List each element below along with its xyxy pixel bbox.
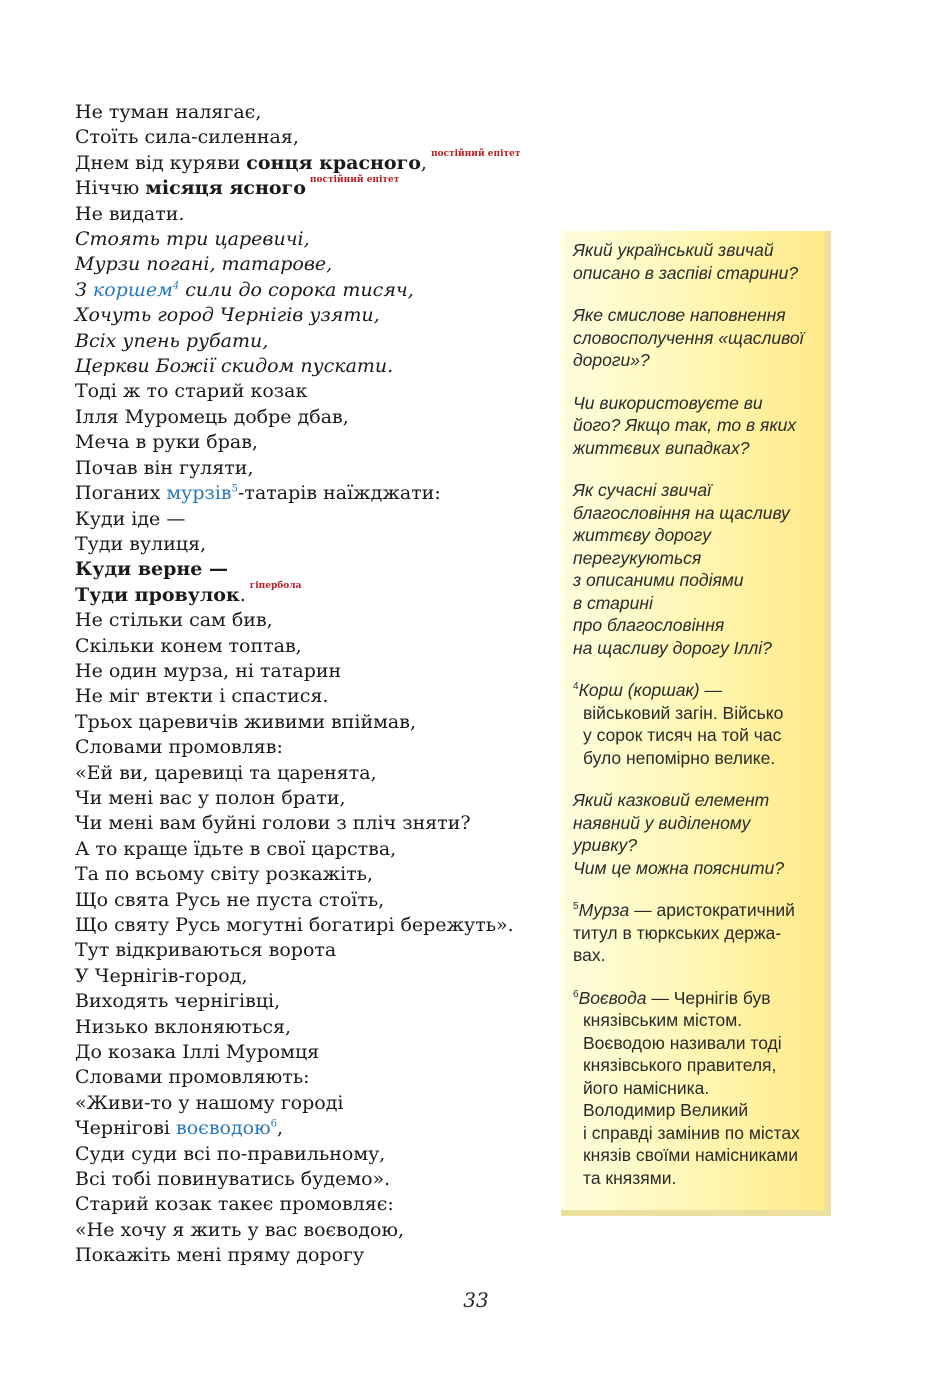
poem-line: Словами промовляв: xyxy=(75,736,283,759)
poem-line: Куди іде — xyxy=(75,507,186,530)
poem-line: Тоді ж то старий козак xyxy=(75,380,308,403)
poem-line: Тут відкриваються ворота xyxy=(75,939,337,962)
poem-line: Виходять чернігівці, xyxy=(75,990,281,1013)
footnote-term: Воєвода xyxy=(578,987,647,1008)
page-number: 33 xyxy=(463,1288,489,1312)
poem-line: Всі тобі повинуватись будемо». xyxy=(75,1168,391,1191)
footnote-number: 4 xyxy=(573,681,579,693)
poem-line xyxy=(75,1116,555,1141)
question: Який казковий елемент наявний у виділеному уривку? Чим це можна пояснити? xyxy=(573,790,785,878)
poem-line: Меча в руки брав, xyxy=(75,431,258,454)
glossary-link-korsh[interactable]: коршем xyxy=(92,278,173,301)
text: Днем від куряви xyxy=(75,151,247,174)
footnote-ref: 4 xyxy=(172,280,180,292)
text: — Чернігів був xyxy=(646,987,771,1008)
poem-line: Скільки конем топтав, xyxy=(75,634,302,657)
poem-line: Почав він гуляти, xyxy=(75,456,254,479)
text: . xyxy=(239,583,246,606)
text: — аристократичний xyxy=(629,900,795,920)
footnote-6 xyxy=(573,987,819,1190)
poem-line: У Чернігів-город, xyxy=(75,964,248,987)
text: Поганих xyxy=(75,482,167,505)
poem-line: Не видати. xyxy=(75,202,185,225)
footnote-term: Корш (коршак) xyxy=(578,680,700,700)
question: Як сучасні звичаї благословіння на щасливу життєву дорогу перегукуються з описаними подіями в старині про благословіння на щасливу дорогу Іллі? xyxy=(573,480,790,658)
footnote-ref: 5 xyxy=(231,483,239,495)
poem-line: Церкви Божії скидом пускати. xyxy=(75,355,394,378)
footnote-body: титул в тюркських держа- вах. xyxy=(573,922,782,965)
question: Чи використовуєте ви його? Якщо так, то в яких життєвих випадках? xyxy=(573,392,797,458)
poem-line: Не міг втекти і спастися. xyxy=(75,685,329,708)
poem-line: Не один мурза, ні татарин xyxy=(75,659,342,682)
poem-line: Стоїть сила-силенная, xyxy=(75,126,299,149)
footnote-5 xyxy=(573,899,819,967)
text: Нiччю xyxy=(75,177,146,200)
poem-line: Що свята Русь не пуста стоїть, xyxy=(75,888,385,911)
poem-line: Трьох царевичів живими впіймав, xyxy=(75,710,416,733)
poem-line: «Живи-то у нашому городі xyxy=(75,1091,344,1114)
poem-line: Не стільки сам бив, xyxy=(75,609,273,632)
poem-line: Та по всьому світу розкажіть, xyxy=(75,863,374,886)
poem-line: Чи мені вас у полон брати, xyxy=(75,786,346,809)
text: , xyxy=(277,1117,284,1140)
poem-line: Не туман налягає, xyxy=(75,101,262,123)
poem-line: Всіх упень рубати, xyxy=(75,329,269,352)
poem-line: Старий козак такеє промовляє: xyxy=(75,1193,394,1216)
poem-line: Словами промовляють: xyxy=(75,1066,310,1089)
bold-phrase: сонця красного xyxy=(246,151,421,174)
footnote-4 xyxy=(573,679,819,769)
footnote-number: 6 xyxy=(573,988,579,1000)
poem-line: Стоять три царевичі, xyxy=(75,228,310,251)
poem-line: Що святу Русь могутні богатирі бережуть». xyxy=(75,914,514,936)
poem-line: А то краще їдьте в свої царства, xyxy=(75,837,397,860)
footnote-ref: 6 xyxy=(270,1118,278,1130)
poem-line: «Ей ви, царевиці та царенята, xyxy=(75,761,377,784)
poem-line: Куди верне — xyxy=(75,558,229,581)
poem-line: До козака Іллі Муромця xyxy=(75,1041,320,1064)
glossary-link-voievoda[interactable]: воєводою xyxy=(176,1117,271,1140)
poem-line: Суди суди всі по-правильному, xyxy=(75,1142,386,1165)
text: сили до сорока тисяч, xyxy=(179,278,414,301)
text: З xyxy=(75,278,93,301)
text: -татарів наїжджати: xyxy=(238,482,441,505)
footnote-term: Мурза xyxy=(578,900,630,920)
question: Яке смислове наповнення словосполучення «щасливої дороги»? xyxy=(573,305,804,370)
poem-line: Мурзи погані, татарове, xyxy=(75,253,333,276)
sidebar-questions-panel xyxy=(561,231,831,1216)
poem-line: «Не хочу я жить у вас воєводою, xyxy=(75,1218,405,1241)
glossary-link-murza[interactable]: мурзів xyxy=(166,482,232,505)
poem-line xyxy=(75,278,555,303)
poem-line: Туди вулиця, xyxy=(75,532,207,555)
footnote-body: військовий загін. Військо у сорок тисяч на той час було непомірно велике. xyxy=(583,702,784,768)
question: Який український звичай описано в заспіві старини? xyxy=(573,240,799,283)
poem-line: Хочуть город Чернігів узяти, xyxy=(75,304,380,327)
poem-line xyxy=(75,481,555,506)
poem-line: Чи мені вам буйні голови з пліч зняти? xyxy=(75,812,471,835)
poem-line xyxy=(75,151,555,176)
bold-phrase: місяця ясного xyxy=(145,177,306,200)
margin-note-hyperbole: гіпербола xyxy=(249,581,302,592)
poem-line xyxy=(75,176,555,201)
footnote-number: 5 xyxy=(573,901,579,913)
poem-line: Ілля Муромець добре дбав, xyxy=(75,405,349,428)
text: — xyxy=(699,680,723,700)
margin-note-epithet: постійний епітет xyxy=(309,174,400,185)
poem-line: Низько вклоняються, xyxy=(75,1015,292,1038)
poem-line xyxy=(75,583,555,608)
text: , xyxy=(420,151,427,174)
poem-line: Покажіть мені пряму дорогу xyxy=(75,1244,365,1267)
poem-text xyxy=(75,100,555,1269)
margin-note-epithet: постійний епітет xyxy=(430,149,521,160)
footnote-body: князівським містом. Воєводою називали тоді князівського правителя, його намісника. Володимир Великий і справді замінив по містах князів своїми намісниками та князями. xyxy=(583,1010,800,1188)
bold-phrase: Туди провулок xyxy=(75,583,240,606)
text: Чернігові xyxy=(75,1117,177,1140)
